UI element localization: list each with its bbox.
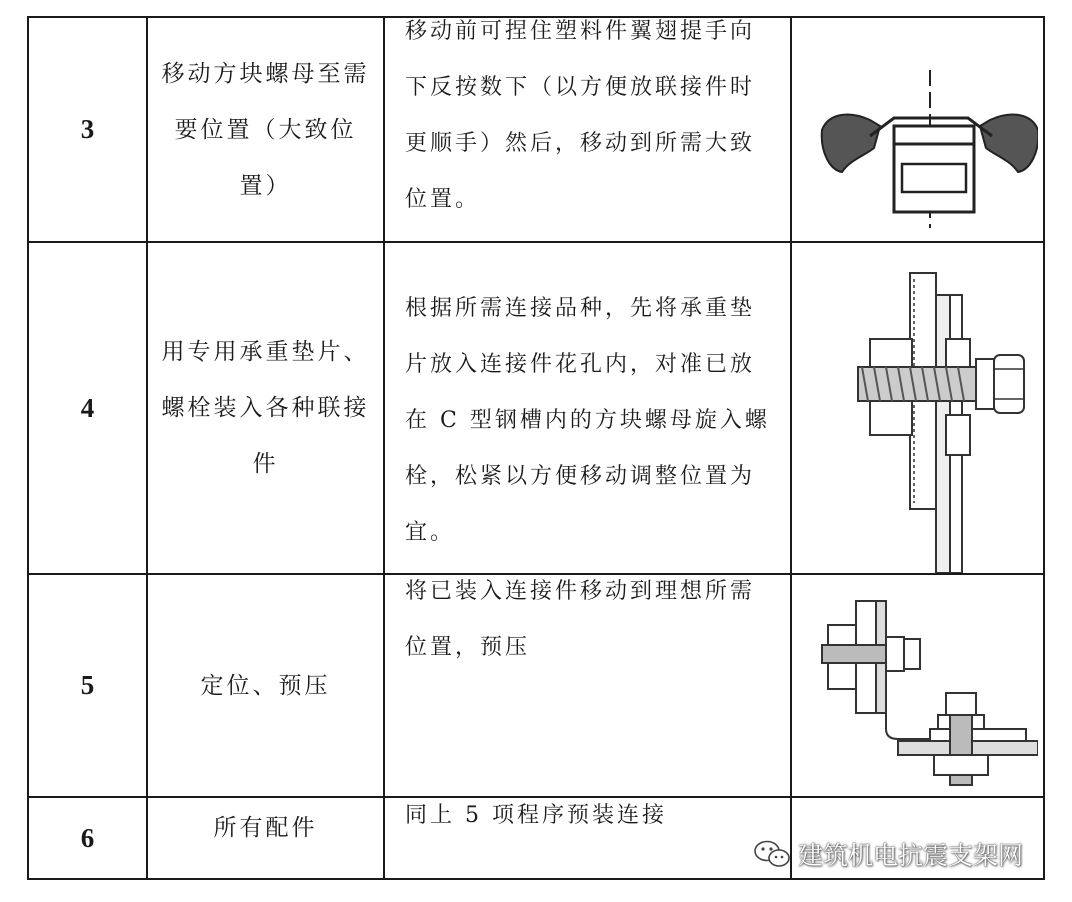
- step-number: 6: [80, 822, 95, 853]
- connector-positioning-icon: [798, 581, 1038, 791]
- step-description: 将已装入连接件移动到理想所需位置，预压: [405, 579, 756, 660]
- wing-nut-diagram: [792, 18, 1043, 241]
- step-number: 4: [80, 392, 95, 423]
- bolt-washer-channel-icon: [798, 243, 1038, 573]
- step-title: 用专用承重垫片、螺栓装入各种联接件: [161, 339, 370, 477]
- step-title: 移动方块螺母至需要位置（大致位置）: [161, 60, 370, 199]
- step-description: 移动前可捏住塑料件翼翅提手向下反按数下（以方便放联接件时更顺手）然后，移动到所需大致位置。: [405, 19, 756, 212]
- step-title: 所有配件: [213, 815, 318, 841]
- bolt-washer-diagram: [792, 243, 1043, 573]
- step-number: 5: [80, 670, 95, 700]
- wechat-icon: [752, 838, 792, 870]
- step-description: 同上 5 项程序预装连接: [405, 803, 667, 828]
- watermark-text: 建筑机电抗震支架网: [798, 841, 1024, 870]
- step-title: 定位、预压: [200, 672, 331, 699]
- wing-nut-square-nut-icon: [798, 30, 1038, 230]
- table-border-right: [1043, 16, 1045, 880]
- watermark: [752, 836, 1023, 872]
- step-number: 3: [80, 114, 95, 144]
- instruction-table: [27, 16, 1045, 880]
- connector-positioning-diagram: [792, 575, 1043, 796]
- step-description: 根据所需连接品种，先将承重垫片放入连接件花孔内，对准已放在 C 型钢槽内的方块螺母旋入螺栓，松紧以方便移动调整位置为宜。: [405, 296, 770, 545]
- table-border-bottom: [27, 878, 1045, 880]
